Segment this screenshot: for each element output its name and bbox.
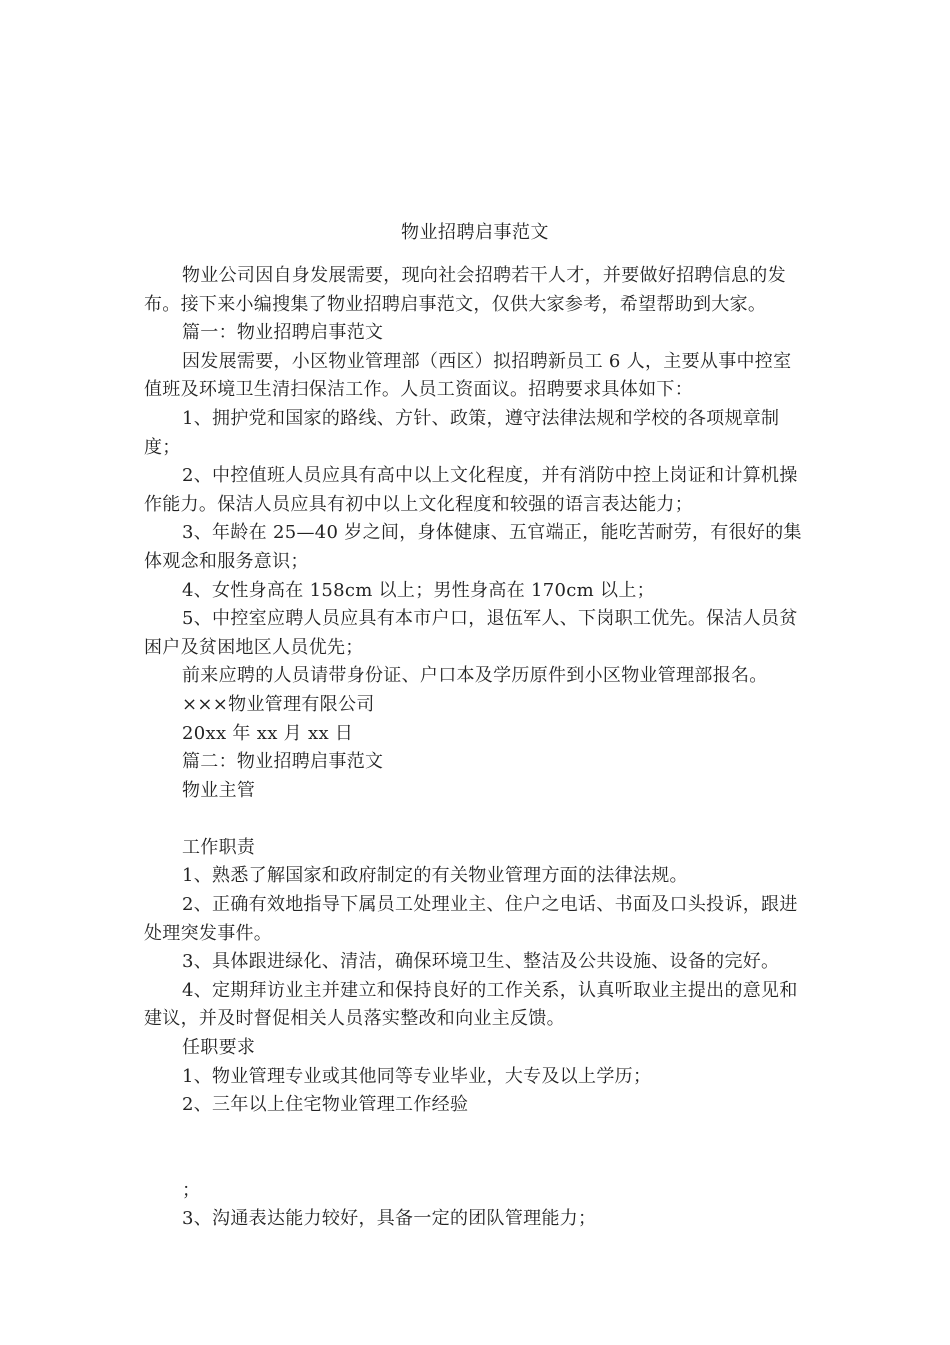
- list-item: 2、三年以上住宅物业管理工作经验: [182, 1094, 469, 1116]
- list-item: 4、女性身高在 158cm 以上；男性身高在 170cm 以上；: [182, 579, 655, 601]
- section-heading-1: 篇一：物业招聘启事范文: [182, 322, 384, 344]
- subheading-duties: 工作职责: [182, 836, 256, 858]
- list-item: 1、熟悉了解国家和政府制定的有关物业管理方面的法律法规。: [182, 865, 688, 887]
- blank-line: [144, 1120, 806, 1177]
- list-item: 3、沟通表达能力较好，具备一定的团队管理能力；: [182, 1208, 597, 1230]
- job-title: 物业主管: [182, 779, 256, 801]
- list-item: 3、年龄在 25—40 岁之间，身体健康、五官端正，能吃苦耐劳，有很好的集体观念和服务意识；: [144, 522, 802, 572]
- list-item: 1、拥护党和国家的路线、方针、政策，遵守法律法规和学校的各项规章制度；: [144, 407, 780, 458]
- list-item: 1、物业管理专业或其他同等专业毕业，大专及以上学历；: [182, 1065, 652, 1087]
- list-item-continuation: ；: [182, 1179, 201, 1201]
- list-item: 4、定期拜访业主并建立和保持良好的工作关系，认真听取业主提出的意见和建议，并及时督促相关人员落实整改和向业主反馈。: [144, 979, 798, 1030]
- paragraph-intro: 物业公司因自身发展需要，现向社会招聘若干人才，并要做好招聘信息的发布。接下来小编搜集了物业招聘启事范文，仅供大家参考，希望帮助到大家。: [144, 265, 786, 315]
- list-item: 2、正确有效地指导下属员工处理业主、住户之电话、书面及口头投诉，跟进处理突发事件。: [144, 894, 798, 944]
- document-body: [144, 262, 806, 1234]
- paragraph: 前来应聘的人员请带身份证、户口本及学历原件到小区物业管理部报名。: [182, 665, 768, 687]
- list-item: 3、具体跟进绿化、清洁，确保环境卫生、整洁及公共设施、设备的完好。: [182, 951, 780, 973]
- list-item: 2、中控值班人员应具有高中以上文化程度，并有消防中控上岗证和计算机操作能力。保洁人员应具有初中以上文化程度和较强的语言表达能力；: [144, 465, 798, 515]
- paragraph: 因发展需要，小区物业管理部（西区）拟招聘新员工 6 人，主要从事中控室值班及环境卫生清扫保洁工作。人员工资面议。招聘要求具体如下：: [144, 350, 792, 401]
- company-signature: ×××物业管理有限公司: [182, 693, 375, 715]
- section-heading-2: 篇二：物业招聘启事范文: [182, 751, 384, 773]
- subheading-requirements: 任职要求: [182, 1037, 256, 1059]
- blank-line: [144, 805, 806, 834]
- list-item: 5、中控室应聘人员应具有本市户口，退伍军人、下岗职工优先。保洁人员贫困户及贫困地区人员优先；: [144, 608, 798, 658]
- date-line: 20xx 年 xx 月 xx 日: [182, 722, 354, 744]
- document-title: 物业招聘启事范文: [401, 222, 549, 243]
